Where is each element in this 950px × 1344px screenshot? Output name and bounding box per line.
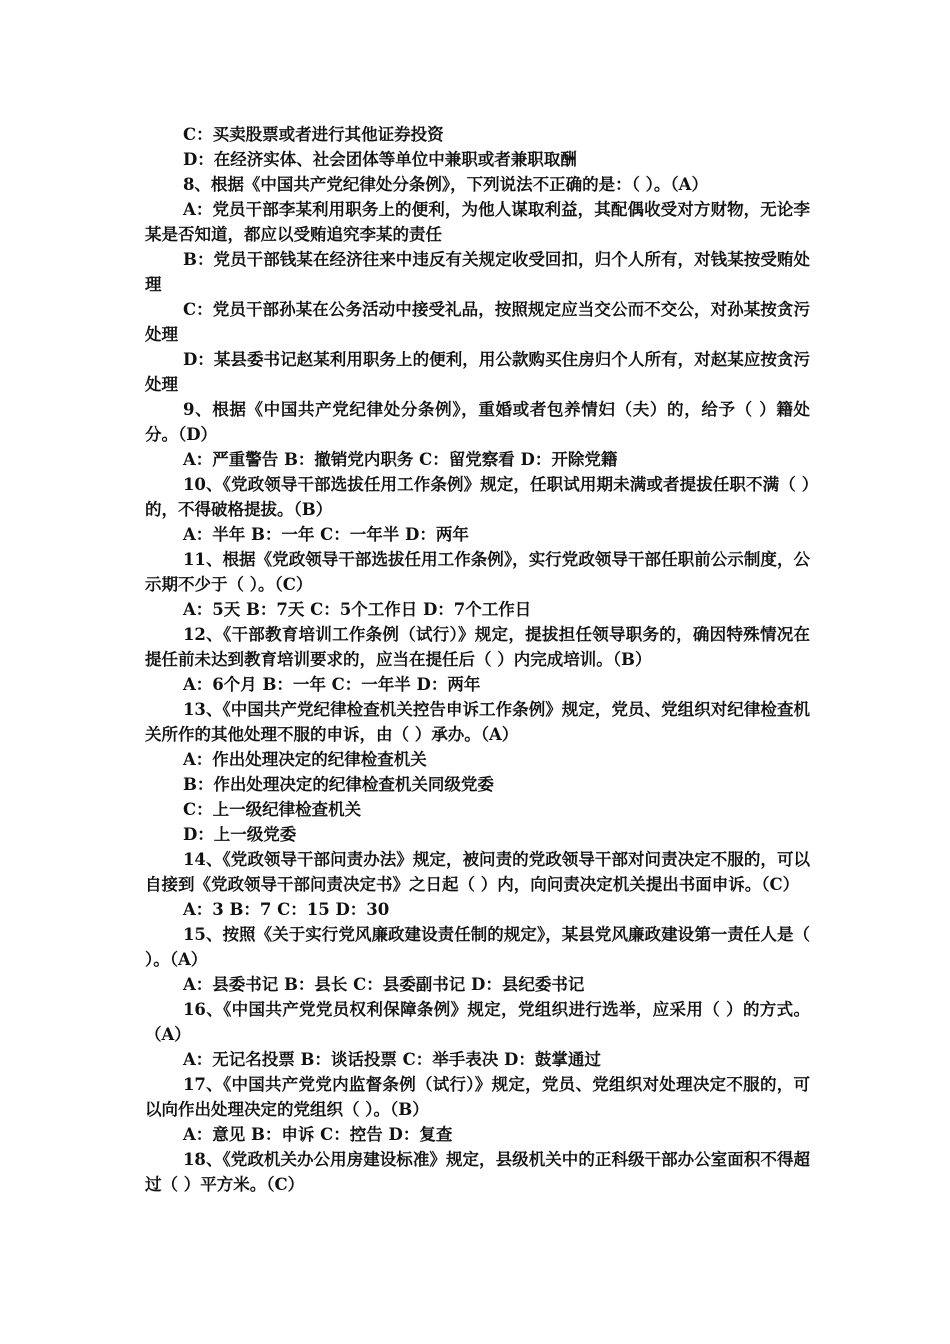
question-12: 12、《干部教育培训工作条例（试行）》规定，提拔担任领导职务的，确因特殊情况在提任前未达到教育培训要求的，应当在提任后（ ）内完成培训。（B） bbox=[145, 625, 810, 669]
question-14: 14、《党政领导干部问责办法》规定，被问责的党政领导干部对问责决定不服的，可以自接到《党政领导干部问责决定书》之日起（ ）内，向问责决定机关提出书面申诉。（C） bbox=[145, 850, 810, 894]
option-c-securities: C：买卖股票或者进行其他证券投资 bbox=[182, 125, 444, 144]
question-8-option-b: B：党员干部钱某在经济往来中违反有关规定收受回扣，归个人所有，对钱某按受贿处理 bbox=[145, 250, 810, 294]
document-page bbox=[145, 122, 810, 1197]
question-8-option-d: D：某县委书记赵某利用职务上的便利，用公款购买住房归个人所有，对赵某应按贪污处理 bbox=[145, 350, 810, 394]
question-12-options: A：6个月 B：一年 C：一年半 D：两年 bbox=[182, 675, 481, 694]
question-15-options: A：县委书记 B：县长 C：县委副书记 D：县纪委书记 bbox=[182, 975, 585, 994]
option-d-part-time: D：在经济实体、社会团体等单位中兼职或者兼职取酬 bbox=[182, 150, 577, 169]
question-8-option-c: C：党员干部孙某在公务活动中接受礼品，按照规定应当交公而不交公，对孙某按贪污处理 bbox=[145, 300, 810, 344]
question-16: 16、《中国共产党党员权利保障条例》规定，党组织进行选举，应采用（ ）的方式。（A） bbox=[145, 1000, 810, 1044]
question-13: 13、《中国共产党纪律检查机关控告申诉工作条例》规定，党员、党组织对纪律检查机关所作的其他处理不服的申诉，由（ ）承办。（A） bbox=[145, 700, 810, 744]
question-9: 9、根据《中国共产党纪律处分条例》，重婚或者包养情妇（夫）的，给予（ ）籍处分。（D） bbox=[145, 400, 810, 444]
question-10: 10、《党政领导干部选拔任用工作条例》规定，任职试用期未满或者提拔任职不满（ ）的，不得破格提拔。（B） bbox=[145, 475, 810, 519]
question-16-options: A：无记名投票 B：谈话投票 C：举手表决 D：鼓掌通过 bbox=[182, 1050, 601, 1069]
question-18: 18、《党政机关办公用房建设标准》规定，县级机关中的正科级干部办公室面积不得超过（ ）平方米。（C） bbox=[145, 1150, 810, 1194]
question-11-options: A：5天 B：7天 C：5个工作日 D：7个工作日 bbox=[182, 600, 532, 619]
question-15: 15、按照《关于实行党风廉政建设责任制的规定》，某县党风廉政建设第一责任人是（ ）。（A） bbox=[145, 925, 810, 969]
question-8-option-a: A：党员干部李某利用职务上的便利，为他人谋取利益，其配偶收受对方财物，无论李某是否知道，都应以受贿追究李某的责任 bbox=[145, 200, 810, 244]
question-11: 11、根据《党政领导干部选拔任用工作条例》，实行党政领导干部任职前公示制度，公示期不少于（ ）。（C） bbox=[145, 550, 810, 594]
question-14-options: A：3 B：7 C：15 D：30 bbox=[182, 900, 390, 919]
question-9-options: A：严重警告 B：撤销党内职务 C：留党察看 D：开除党籍 bbox=[182, 450, 618, 469]
question-13-option-c: C：上一级纪律检查机关 bbox=[182, 800, 362, 819]
question-8: 8、根据《中国共产党纪律处分条例》，下列说法不正确的是：（ ）。（A） bbox=[182, 175, 708, 194]
question-17: 17、《中国共产党党内监督条例（试行）》规定，党员、党组织对处理决定不服的，可以向作出处理决定的党组织（ ）。（B） bbox=[145, 1075, 810, 1119]
question-17-options: A：意见 B：申诉 C：控告 D：复查 bbox=[182, 1125, 453, 1144]
question-10-options: A：半年 B：一年 C：一年半 D：两年 bbox=[182, 525, 469, 544]
question-13-option-a: A：作出处理决定的纪律检查机关 bbox=[182, 750, 427, 769]
question-13-option-d: D：上一级党委 bbox=[182, 825, 297, 844]
question-13-option-b: B：作出处理决定的纪律检查机关同级党委 bbox=[182, 775, 494, 794]
